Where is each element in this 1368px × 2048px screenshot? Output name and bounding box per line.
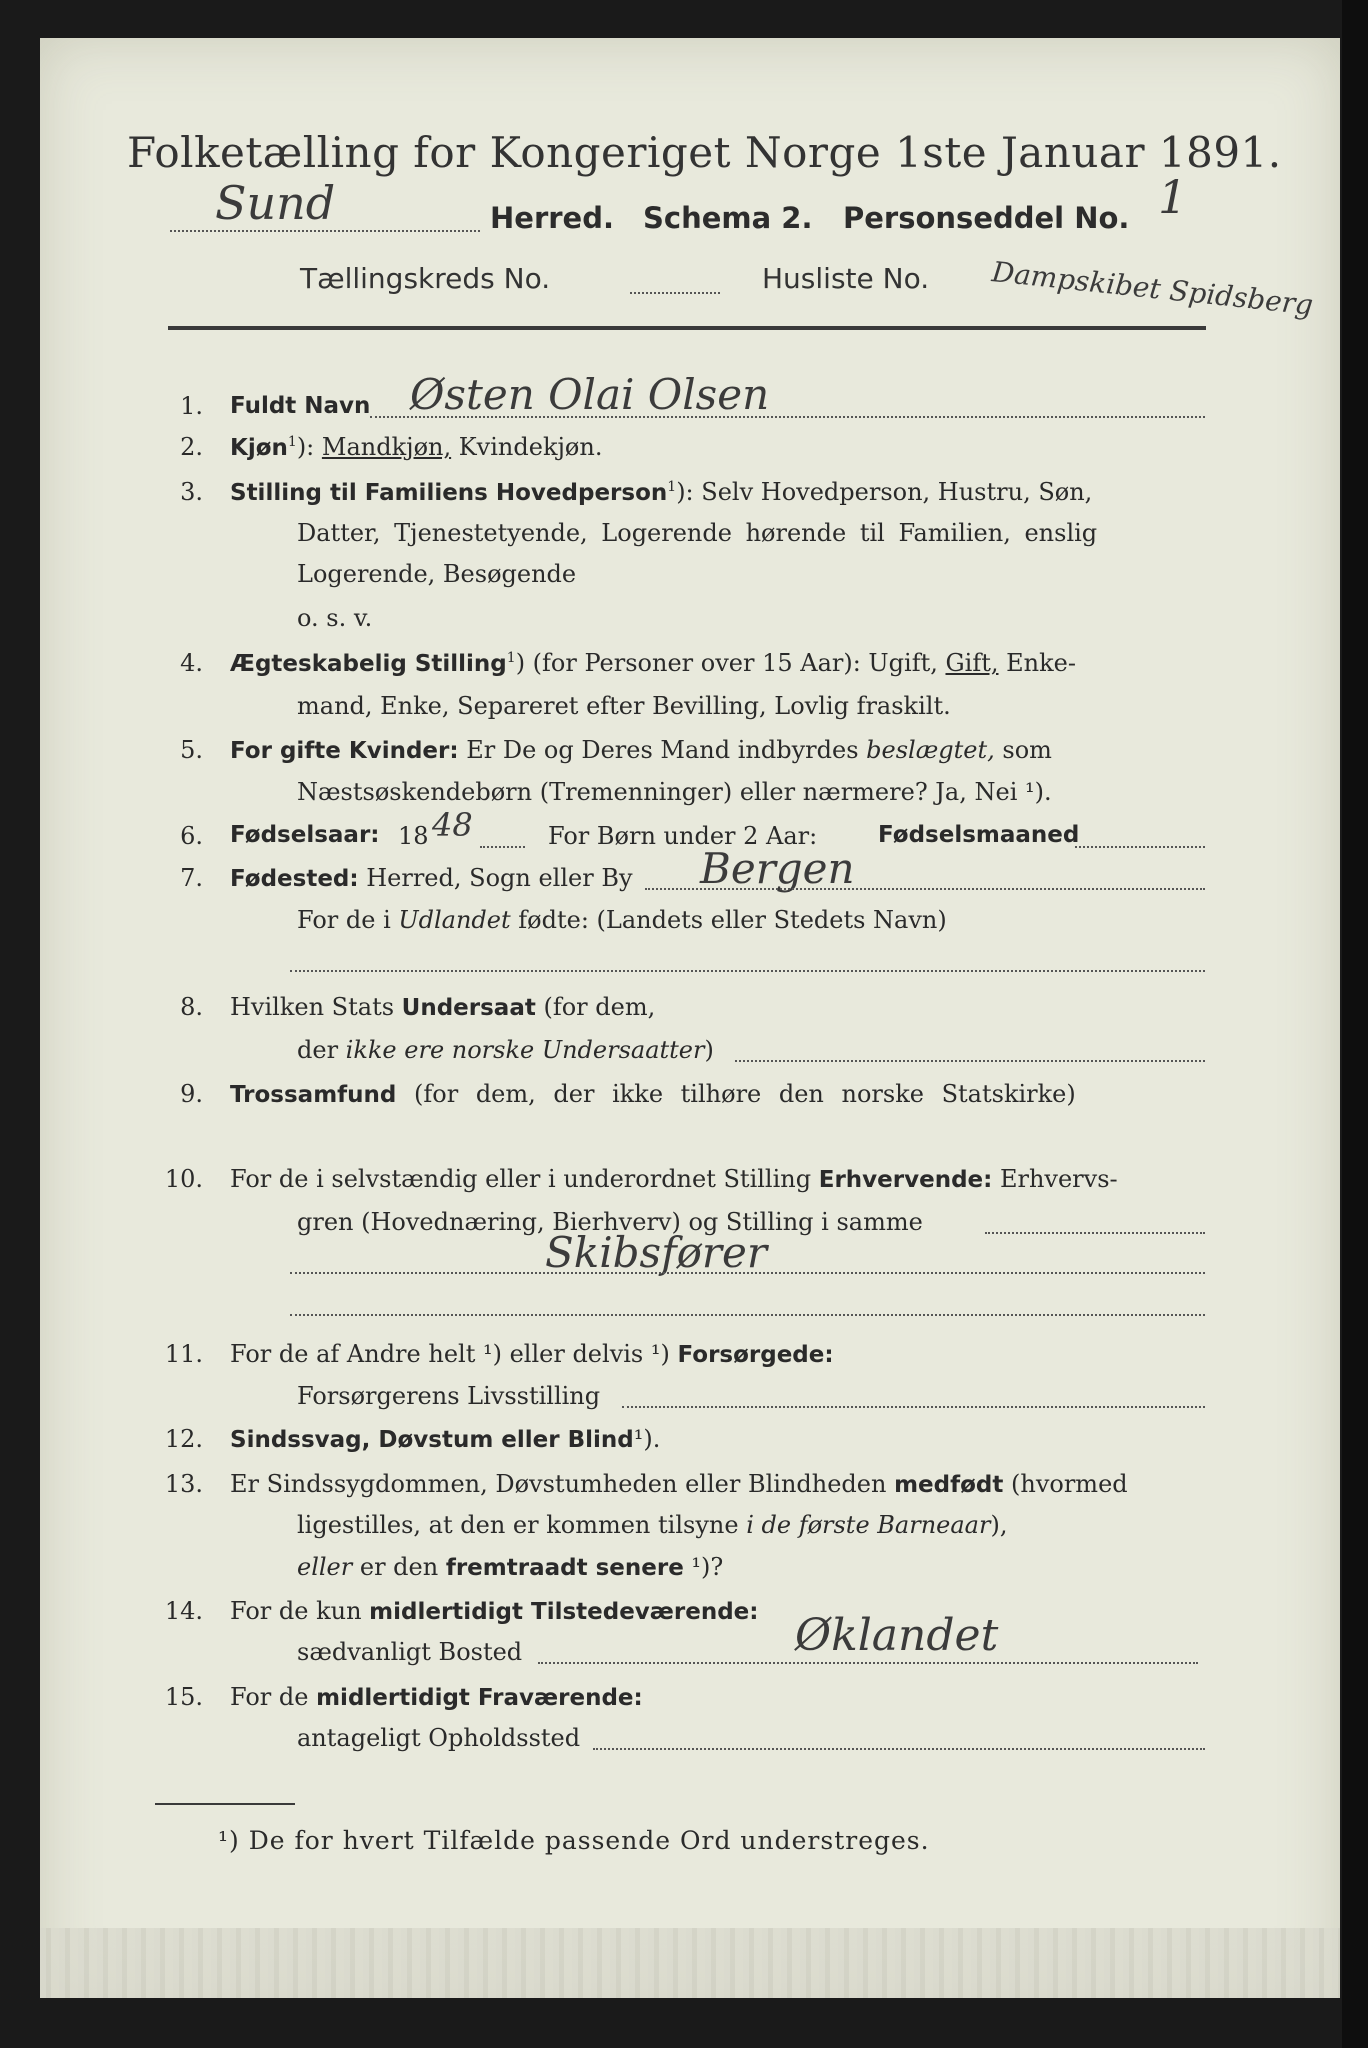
mandkjon-underlined: Mandkjøn, [321, 433, 452, 461]
row-7-line-2: For de i Udlandet fødte: (Landets eller Stedets Navn) [297, 906, 947, 934]
row-13-number: 13. [164, 1470, 203, 1498]
row-15-line-1: For de midlertidigt Fraværende: [230, 1683, 643, 1711]
row-12-number: 12. [164, 1425, 203, 1453]
row-10-number: 10. [164, 1165, 203, 1193]
row-9-number: 9. [180, 1080, 203, 1108]
row-5-number: 5. [180, 736, 203, 764]
row-2-number: 2. [180, 433, 203, 461]
row-12-line: Sindssvag, Døvstum eller Blind¹). [230, 1425, 661, 1453]
personseddel-number: 1 [1158, 170, 1188, 224]
residence-handwritten: Øklandet [795, 1610, 999, 1661]
row-9-line: Trossamfund (for dem, der ikke tilhøre den norske Statskirke) [230, 1080, 1076, 1108]
row-10-line-1: For de i selvstændig eller i underordnet Stilling Erhvervende: Erhvervs- [230, 1165, 1118, 1193]
row-7-line-1: Fødested: Herred, Sogn eller By [230, 864, 633, 892]
row-10-dots-c [290, 1314, 1205, 1316]
row-6-dots-b [1075, 846, 1205, 848]
gift-underlined: Gift, [945, 649, 999, 677]
row-7-dots-2 [290, 970, 1205, 972]
row-8-number: 8. [180, 993, 203, 1021]
row-10-dots-a [985, 1232, 1205, 1234]
row-4-number: 4. [180, 649, 203, 677]
kreds-dots [630, 292, 720, 294]
row-14-number: 14. [164, 1597, 203, 1625]
scan-border [1342, 0, 1368, 2048]
row-6-label-2: Fødselsmaaned [878, 822, 1080, 848]
form-title: Folketælling for Kongeriget Norge 1ste Januar 1891. [127, 128, 1282, 177]
row-8-line-2: der ikke ere norske Undersaatter) [297, 1036, 714, 1064]
row-13-line-2: ligestilles, at den er kommen tilsyne i de første Barneaar), [297, 1511, 1008, 1539]
row-15-dots [593, 1748, 1205, 1750]
husliste-label: Husliste No. [762, 262, 930, 295]
row-14-dots [538, 1662, 1198, 1664]
row-13-line-3: eller er den fremtraadt senere ¹)? [297, 1553, 724, 1581]
row-14-line-1: For de kun midlertidigt Tilstedeværende: [230, 1597, 759, 1625]
row-11-line-1: For de af Andre helt ¹) eller delvis ¹) Forsørgede: [230, 1340, 834, 1368]
row-4-line-1: Ægteskabelig Stilling$^1$) (for Personer over 15 Aar): Ugift, Gift, Enke- [230, 649, 1076, 677]
row-14-line-2: sædvanligt Bosted [297, 1638, 523, 1666]
personseddel-label: Personseddel No. [843, 201, 1130, 235]
herred-handwritten: Sund [215, 176, 336, 230]
row-6-mid: For Børn under 2 Aar: [548, 822, 818, 850]
row-2-text: Kjøn$^1$): Mandkjøn, Kvindekjøn. [230, 433, 603, 461]
row-3-number: 3. [180, 478, 203, 506]
row-8-dots [735, 1060, 1205, 1062]
footnote-rule [155, 1803, 295, 1805]
row-1-dots [370, 416, 1205, 418]
paper-bottom-edge [40, 1928, 1340, 1998]
row-13-line-1: Er Sindssygdommen, Døvstumheden eller Blindheden medfødt (hvormed [230, 1470, 1128, 1498]
row-15-number: 15. [164, 1683, 203, 1711]
occupation-handwritten: Skibsfører [545, 1228, 767, 1277]
row-7-number: 7. [180, 864, 203, 892]
row-11-number: 11. [164, 1340, 203, 1368]
birthplace-handwritten: Bergen [700, 844, 855, 893]
row-6-dots-a [480, 846, 525, 848]
herred-dots [170, 230, 480, 232]
row-10-dots-b [290, 1272, 1205, 1274]
birth-year-handwritten: 48 [432, 806, 473, 844]
header-rule [168, 326, 1206, 330]
row-15-line-2: antageligt Opholdssted [297, 1724, 581, 1752]
row-3-line-2: Datter, Tjenestetyende, Logerende hørende til Familien, enslig [297, 519, 1098, 547]
row-3-line-4: o. s. v. [297, 604, 373, 632]
row-3-line-1: Stilling til Familiens Hovedperson$^1$): Selv Hovedperson, Hustru, Søn, [230, 478, 1093, 506]
row-6-number: 6. [180, 822, 203, 850]
birth-year-prefix: 18 [398, 822, 429, 850]
footnote: ¹) De for hvert Tilfælde passende Ord understreges. [218, 1826, 930, 1855]
full-name-handwritten: Østen Olai Olsen [410, 370, 770, 419]
row-6-label: Fødselsaar: [230, 822, 380, 848]
row-10-line-2: gren (Hovednæring, Bierhverv) og Stilling i samme [297, 1208, 923, 1236]
kreds-label: Tællingskreds No. [300, 262, 551, 295]
row-5-line-2: Næstsøskendebørn (Tremenninger) eller nærmere? Ja, Nei ¹). [297, 778, 1052, 806]
herred-label: Herred. [490, 201, 614, 235]
husliste-handwritten: Dampskibet Spidsberg [990, 255, 1315, 322]
row-7-dots [645, 888, 1205, 890]
row-5-line-1: For gifte Kvinder: Er De og Deres Mand indbyrdes beslægtet, som [230, 736, 1052, 764]
row-3-line-3: Logerende, Besøgende [297, 560, 577, 588]
row-11-line-2: Forsørgerens Livsstilling [297, 1382, 601, 1410]
row-8-line-1: Hvilken Stats Undersaat (for dem, [230, 993, 656, 1021]
row-1-number: 1. [180, 392, 203, 420]
row-1-label: Fuldt Navn [230, 393, 371, 419]
schema-label: Schema 2. [643, 201, 813, 235]
row-11-dots [622, 1406, 1205, 1408]
row-4-line-2: mand, Enke, Separeret efter Bevilling, Lovlig fraskilt. [297, 692, 951, 720]
